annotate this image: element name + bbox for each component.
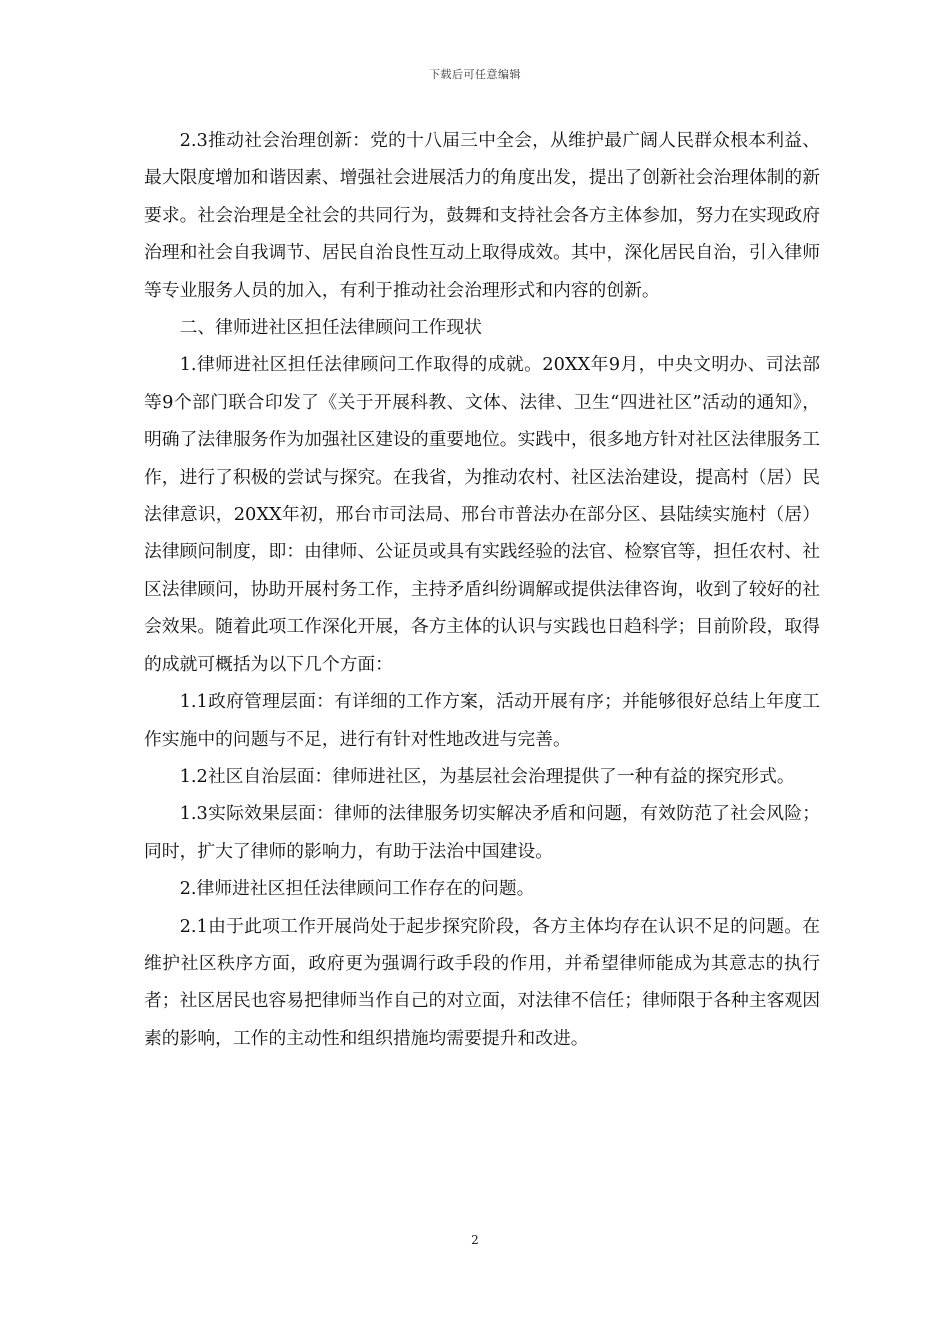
paragraph-1-achievements: 1.律师进社区担任法律顾问工作取得的成就。20XX年9月，中央文明办、司法部等9个部门联合印发了《关于开展科教、文体、法律、卫生“四进社区”活动的通知》，明确了法律服务作为加强社区建设的重要地位。实践中，很多地方针对社区法律服务工作，进行了积极的尝试与探究。在我省，为推动农村、社区法治建设，提高村（居）民法律意识，20XX年初，邢台市司法局、邢台市普法办在部分区、县陆续实施村（居）法律顾问制度，即：由律师、公证员或具有实践经验的法官、检察官等，担任农村、社区法律顾问，协助开展村务工作，主持矛盾纠纷调解或提供法律咨询，收到了较好的社会效果。随着此项工作深化开展，各方主体的认识与实践也日趋科学；目前阶段，取得的成就可概括为以下几个方面： <box>144 354 820 675</box>
paragraph-2-1-awareness: 2.1由于此项工作开展尚处于起步探究阶段，各方主体均存在认识不足的问题。在维护社区秩序方面，政府更为强调行政手段的作用，并希望律师能成为其意志的执行者；社区居民也容易把律师当作自己的对立面，对法律不信任；律师限于各种主客观因素的影响，工作的主动性和组织措施均需要提升和改进。 <box>144 915 820 1049</box>
section-heading-2: 二、律师进社区担任法律顾问工作现状 <box>179 317 482 339</box>
paragraph-2-problems: 2.律师进社区担任法律顾问工作存在的问题。 <box>179 878 535 900</box>
paragraph-1-1-government-level: 1.1政府管理层面：有详细的工作方案，活动开展有序；并能够很好总结上年度工作实施中的问题与不足，进行有针对性地改进与完善。 <box>144 691 820 750</box>
paragraph-1-3-effect-level: 1.3实际效果层面：律师的法律服务切实解决矛盾和问题，有效防范了社会风险；同时，扩大了律师的影响力，有助于法治中国建设。 <box>144 803 820 862</box>
paragraph-1-2-community-level: 1.2社区自治层面：律师进社区，为基层社会治理提供了一种有益的探究形式。 <box>179 765 795 787</box>
paragraph-2-3-social-governance: 2.3推动社会治理创新：党的十八届三中全会，从维护最广阔人民群众根本利益、最大限度增加和谐因素、增强社会进展活力的角度出发，提出了创新社会治理体制的新要求。社会治理是全社会的共同行为，鼓舞和支持社会各方主体参加，努力在实现政府治理和社会自我调节、居民自治良性互动上取得成效。其中，深化居民自治，引入律师等专业服务人员的加入，有利于推动社会治理形式和内容的创新。 <box>144 130 820 301</box>
page-header: 下载后可任意编辑 <box>429 68 521 81</box>
document-body <box>144 122 820 1057</box>
page-number: 2 <box>471 1233 479 1247</box>
